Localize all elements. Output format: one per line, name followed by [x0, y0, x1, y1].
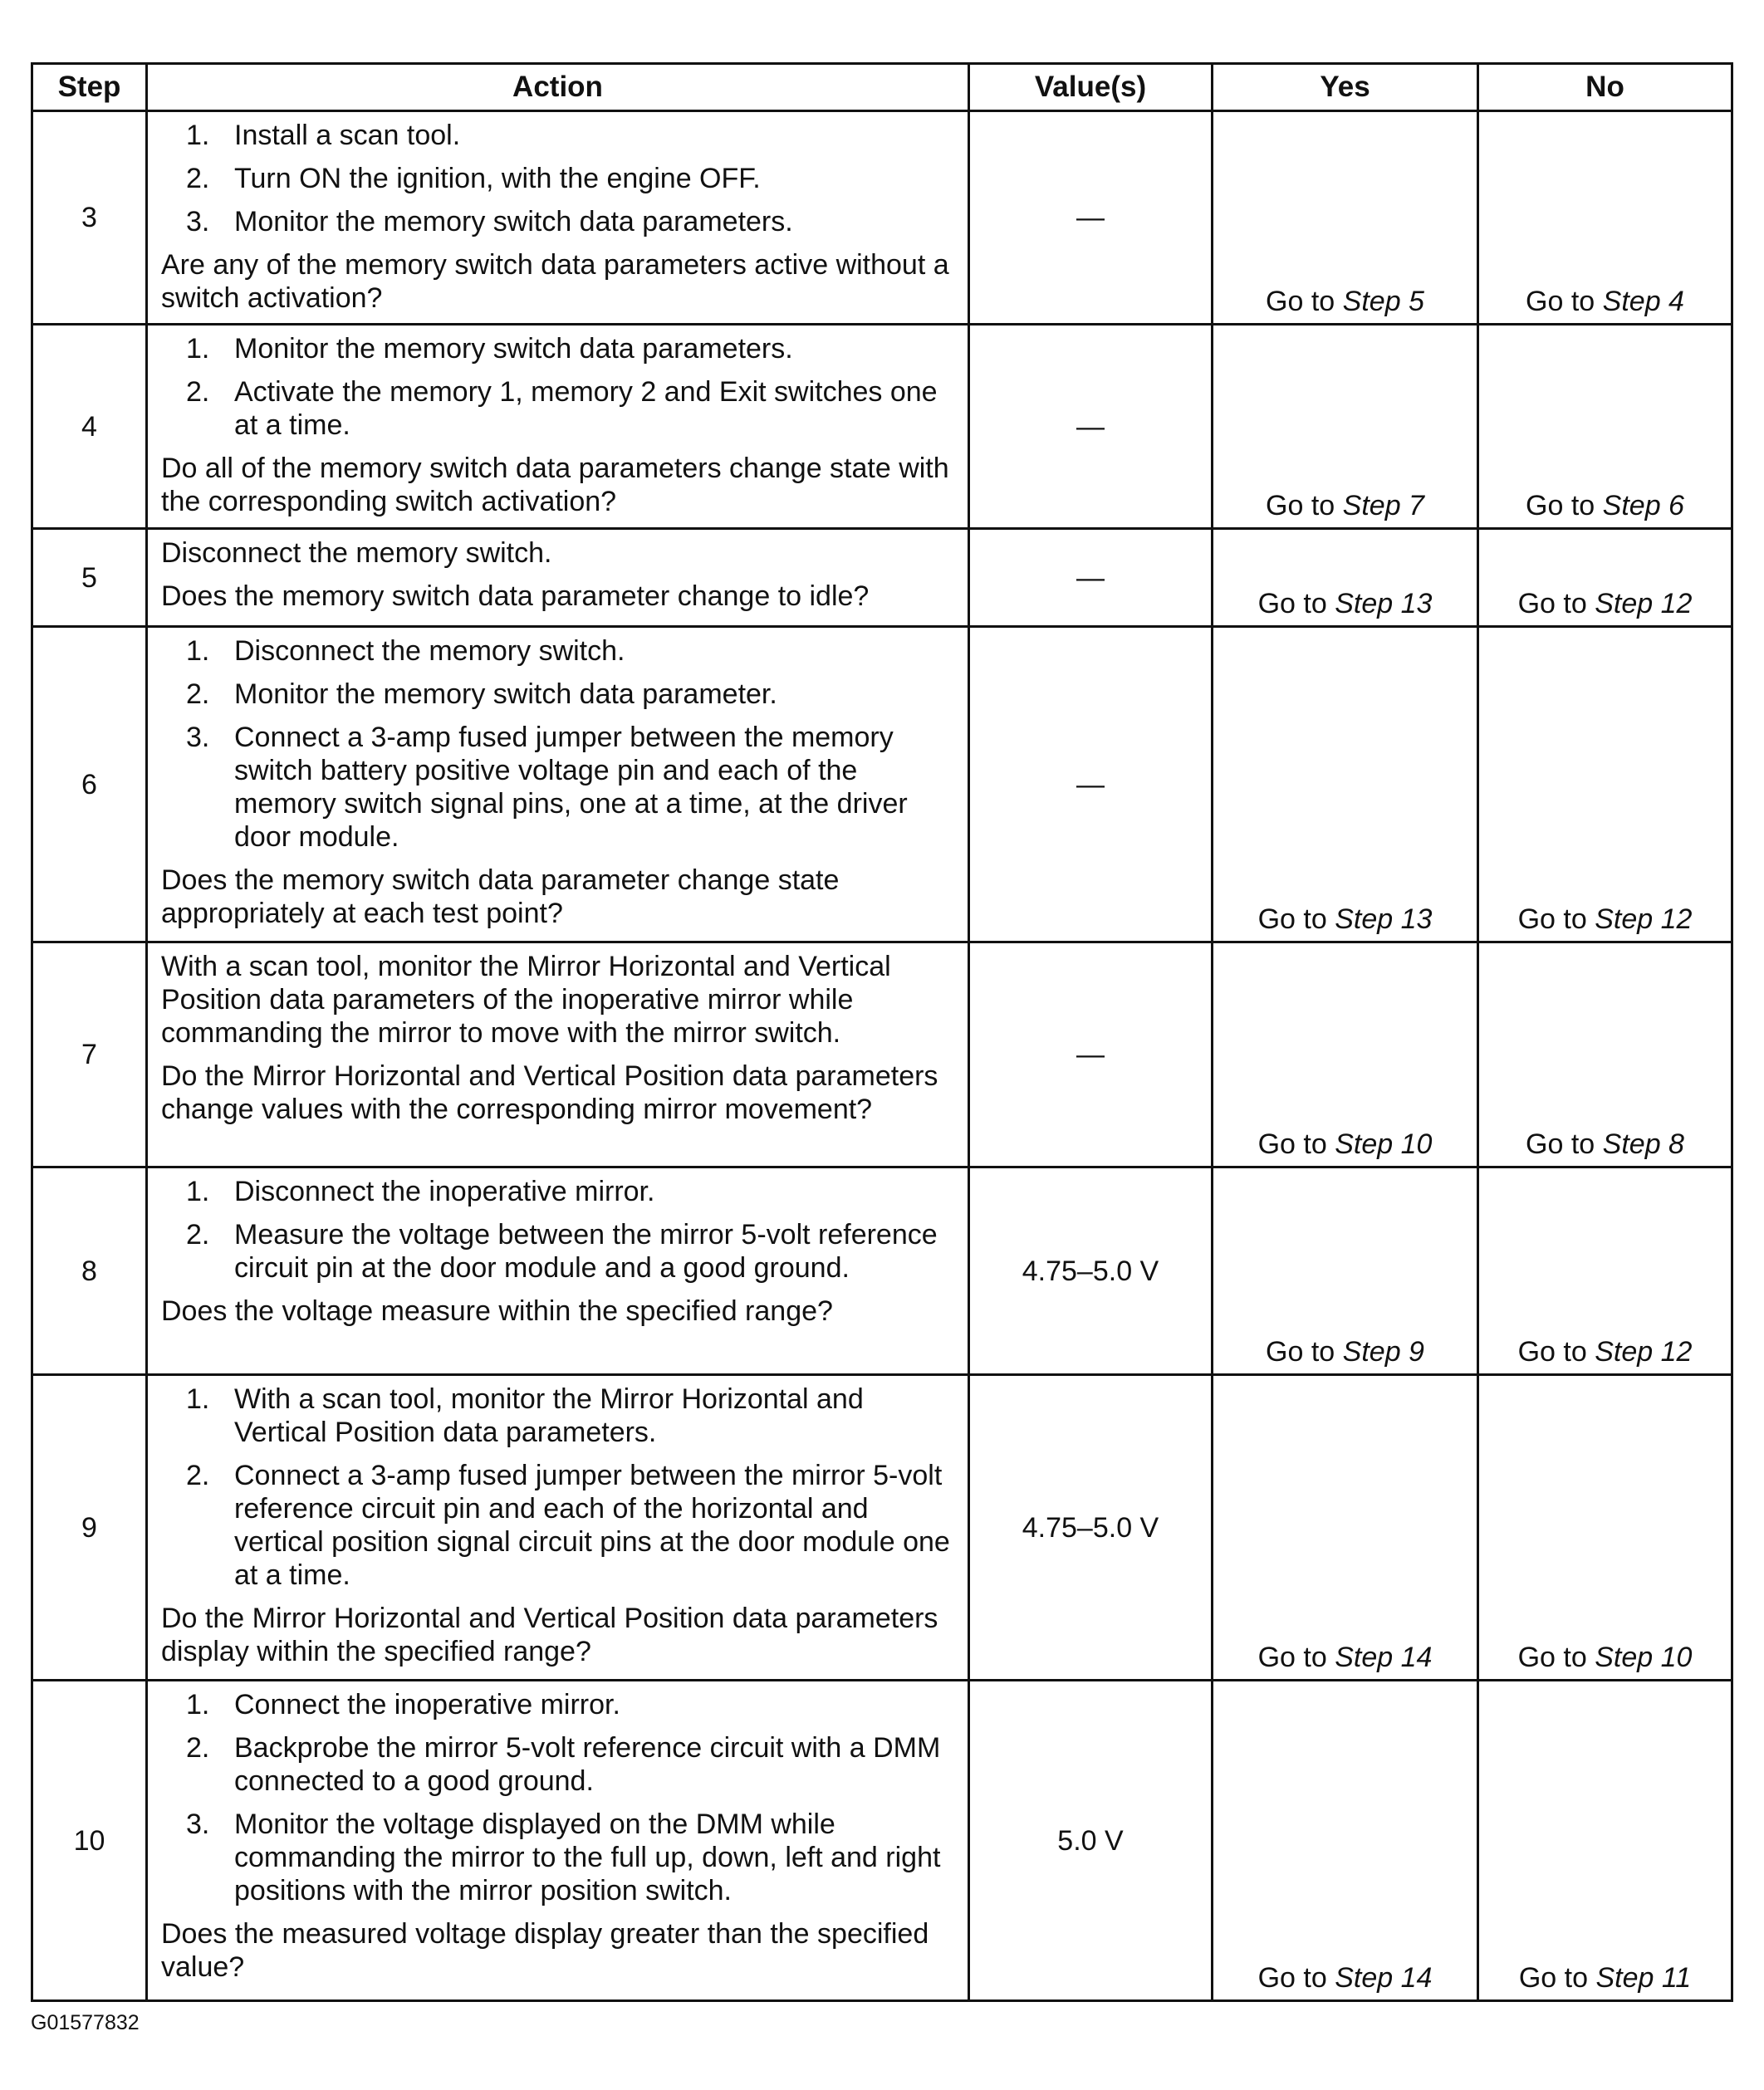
action-item-number: 3. — [186, 1809, 210, 1840]
action-item — [161, 1175, 959, 1208]
yes-goto-step: Step 9 — [1342, 1336, 1424, 1368]
action-item-text: Turn ON the ignition, with the engine OFF. — [234, 163, 761, 194]
yes-goto-step: Step 13 — [1335, 588, 1433, 619]
action-item-number: 2. — [186, 376, 210, 408]
yes-cell — [1213, 529, 1478, 627]
action-item-text: Monitor the memory switch data parameters. — [234, 206, 793, 237]
action-item-number: 1. — [186, 333, 210, 365]
yes-cell — [1213, 1375, 1478, 1681]
action-list — [161, 332, 959, 442]
yes-goto-prefix: Go to — [1266, 490, 1335, 521]
action-cell — [147, 627, 969, 942]
step-number: 9 — [32, 1375, 147, 1681]
action-item — [161, 1731, 959, 1798]
no-goto-step: Step 12 — [1595, 903, 1693, 935]
header-no: No — [1478, 64, 1732, 111]
action-question: Does the memory switch data parameter change state appropriately at each test point? — [161, 864, 840, 929]
step-number: 10 — [32, 1681, 147, 2001]
action-item — [161, 162, 959, 195]
action-list — [161, 1175, 959, 1285]
value-cell: 4.75–5.0 V — [969, 1375, 1213, 1681]
action-question: Do the Mirror Horizontal and Vertical Position data parameters change values with the corresponding mirror movement? — [161, 1060, 938, 1125]
no-cell — [1478, 529, 1732, 627]
action-item-text: Disconnect the memory switch. — [234, 635, 625, 667]
table-row — [32, 627, 1732, 942]
action-list — [161, 1383, 959, 1592]
action-item-text: Connect a 3-amp fused jumper between the memory switch battery positive voltage pin and each of the memory switch signal pins, one at a time, at the driver door module. — [234, 722, 908, 853]
yes-cell — [1213, 627, 1478, 942]
action-text: Disconnect the memory switch. — [161, 537, 552, 569]
action-item-text: Backprobe the mirror 5-volt reference circuit with a DMM connected to a good ground. — [234, 1732, 941, 1797]
action-item — [161, 678, 959, 711]
yes-goto-step: Step 14 — [1335, 1642, 1433, 1673]
action-question: Do the Mirror Horizontal and Vertical Position data parameters display within the specified range? — [161, 1603, 938, 1667]
action-item-number: 2. — [186, 1219, 210, 1251]
action-item-number: 2. — [186, 678, 210, 710]
action-item-number: 1. — [186, 635, 210, 667]
action-item-number: 2. — [186, 1460, 210, 1491]
header-values: Value(s) — [969, 64, 1213, 111]
table-header — [32, 64, 1732, 111]
diagnostic-table — [31, 62, 1733, 2002]
action-item-text: Connect the inoperative mirror. — [234, 1689, 620, 1720]
no-goto-prefix: Go to — [1517, 588, 1587, 619]
action-item — [161, 1459, 959, 1592]
value-cell: 5.0 V — [969, 1681, 1213, 2001]
no-cell — [1478, 942, 1732, 1167]
action-item-text: Connect a 3-amp fused jumper between the mirror 5-volt reference circuit pin and each of the horizontal and vertical position signal circuit pins at the door module one at a time. — [234, 1460, 950, 1591]
header-yes: Yes — [1213, 64, 1478, 111]
yes-cell — [1213, 942, 1478, 1167]
value-cell: — — [969, 942, 1213, 1167]
no-goto-prefix: Go to — [1526, 1128, 1595, 1160]
no-goto-step: Step 6 — [1602, 490, 1684, 521]
action-item — [161, 205, 959, 238]
action-item-text: Install a scan tool. — [234, 120, 461, 151]
action-item-text: Monitor the voltage displayed on the DMM while commanding the mirror to the full up, down, left and right positions with the mirror position switch. — [234, 1809, 941, 1906]
no-goto-prefix: Go to — [1526, 490, 1595, 521]
yes-goto-step: Step 5 — [1342, 286, 1424, 317]
no-goto-prefix: Go to — [1517, 1642, 1587, 1673]
step-number: 4 — [32, 325, 147, 529]
action-item — [161, 634, 959, 668]
yes-goto-step: Step 7 — [1342, 490, 1424, 521]
yes-cell — [1213, 325, 1478, 529]
table-row — [32, 1375, 1732, 1681]
yes-goto-prefix: Go to — [1257, 1962, 1327, 1994]
yes-goto-prefix: Go to — [1266, 1336, 1335, 1368]
action-item-text: Monitor the memory switch data parameters. — [234, 333, 793, 365]
no-cell — [1478, 325, 1732, 529]
step-number: 3 — [32, 111, 147, 325]
step-number: 6 — [32, 627, 147, 942]
no-goto-prefix: Go to — [1517, 903, 1587, 935]
action-question: Are any of the memory switch data parameters active without a switch activation? — [161, 249, 949, 314]
no-cell — [1478, 1167, 1732, 1375]
yes-cell — [1213, 1167, 1478, 1375]
action-item — [161, 119, 959, 152]
no-goto-prefix: Go to — [1526, 286, 1595, 317]
action-item-number: 2. — [186, 163, 210, 194]
action-cell — [147, 325, 969, 529]
action-text: With a scan tool, monitor the Mirror Horizontal and Vertical Position data parameters of the inoperative mirror while commanding the mirror to move with the mirror switch. — [161, 951, 891, 1049]
action-question: Do all of the memory switch data parameters change state with the corresponding switch activation? — [161, 453, 949, 517]
action-cell — [147, 1681, 969, 2001]
table-row — [32, 1167, 1732, 1375]
yes-goto-prefix: Go to — [1257, 1642, 1327, 1673]
no-goto-step: Step 12 — [1595, 588, 1693, 619]
action-item-text: Disconnect the inoperative mirror. — [234, 1176, 655, 1207]
action-item — [161, 1688, 959, 1721]
no-goto-step: Step 4 — [1602, 286, 1684, 317]
action-item-number: 3. — [186, 722, 210, 753]
action-cell — [147, 529, 969, 627]
action-list — [161, 634, 959, 854]
no-goto-step: Step 8 — [1602, 1128, 1684, 1160]
action-item-number: 3. — [186, 206, 210, 237]
no-goto-prefix: Go to — [1517, 1336, 1587, 1368]
yes-goto-step: Step 13 — [1335, 903, 1433, 935]
table-row — [32, 111, 1732, 325]
action-item — [161, 1808, 959, 1907]
action-item — [161, 721, 959, 854]
action-item-text: Monitor the memory switch data parameter. — [234, 678, 777, 710]
no-goto-prefix: Go to — [1518, 1962, 1589, 1994]
table-body — [32, 111, 1732, 2001]
header-action: Action — [147, 64, 969, 111]
action-item — [161, 332, 959, 365]
yes-goto-step: Step 10 — [1335, 1128, 1433, 1160]
header-row — [32, 64, 1732, 111]
action-list — [161, 119, 959, 238]
table-row — [32, 1681, 1732, 2001]
value-cell: — — [969, 325, 1213, 529]
action-item-text: Measure the voltage between the mirror 5-volt reference circuit pin at the door module and a good ground. — [234, 1219, 938, 1284]
yes-cell — [1213, 1681, 1478, 2001]
no-goto-step: Step 10 — [1595, 1642, 1693, 1673]
value-cell: — — [969, 627, 1213, 942]
value-cell: — — [969, 111, 1213, 325]
value-cell: 4.75–5.0 V — [969, 1167, 1213, 1375]
action-item-number: 1. — [186, 1176, 210, 1207]
action-item — [161, 375, 959, 442]
figure-id: G01577832 — [31, 2011, 140, 2034]
action-question: Does the measured voltage display greater than the specified value? — [161, 1918, 929, 1983]
no-cell — [1478, 1375, 1732, 1681]
header-step: Step — [32, 64, 147, 111]
yes-goto-prefix: Go to — [1257, 903, 1327, 935]
action-item — [161, 1383, 959, 1449]
action-item-text: With a scan tool, monitor the Mirror Horizontal and Vertical Position data parameters. — [234, 1383, 864, 1448]
step-number: 8 — [32, 1167, 147, 1375]
no-cell — [1478, 627, 1732, 942]
step-number: 5 — [32, 529, 147, 627]
action-question: Does the memory switch data parameter change to idle? — [161, 580, 870, 612]
action-question: Does the voltage measure within the specified range? — [161, 1295, 833, 1327]
action-cell — [147, 1167, 969, 1375]
action-item-text: Activate the memory 1, memory 2 and Exit switches one at a time. — [234, 376, 938, 441]
action-cell — [147, 942, 969, 1167]
no-cell — [1478, 111, 1732, 325]
no-cell — [1478, 1681, 1732, 2001]
value-cell: — — [969, 529, 1213, 627]
yes-goto-prefix: Go to — [1257, 588, 1327, 619]
no-goto-step: Step 12 — [1595, 1336, 1693, 1368]
action-item-number: 1. — [186, 1383, 210, 1415]
action-item-number: 1. — [186, 120, 210, 151]
table-row — [32, 942, 1732, 1167]
action-list — [161, 1688, 959, 1907]
yes-goto-step: Step 14 — [1335, 1962, 1433, 1994]
yes-goto-prefix: Go to — [1257, 1128, 1327, 1160]
action-cell — [147, 1375, 969, 1681]
action-cell — [147, 111, 969, 325]
table-row — [32, 325, 1732, 529]
table-row — [32, 529, 1732, 627]
step-number: 7 — [32, 942, 147, 1167]
action-item-number: 2. — [186, 1732, 210, 1764]
action-item — [161, 1218, 959, 1285]
action-item-number: 1. — [186, 1689, 210, 1720]
no-goto-step: Step 11 — [1595, 1962, 1692, 1994]
yes-cell — [1213, 111, 1478, 325]
yes-goto-prefix: Go to — [1266, 286, 1335, 317]
